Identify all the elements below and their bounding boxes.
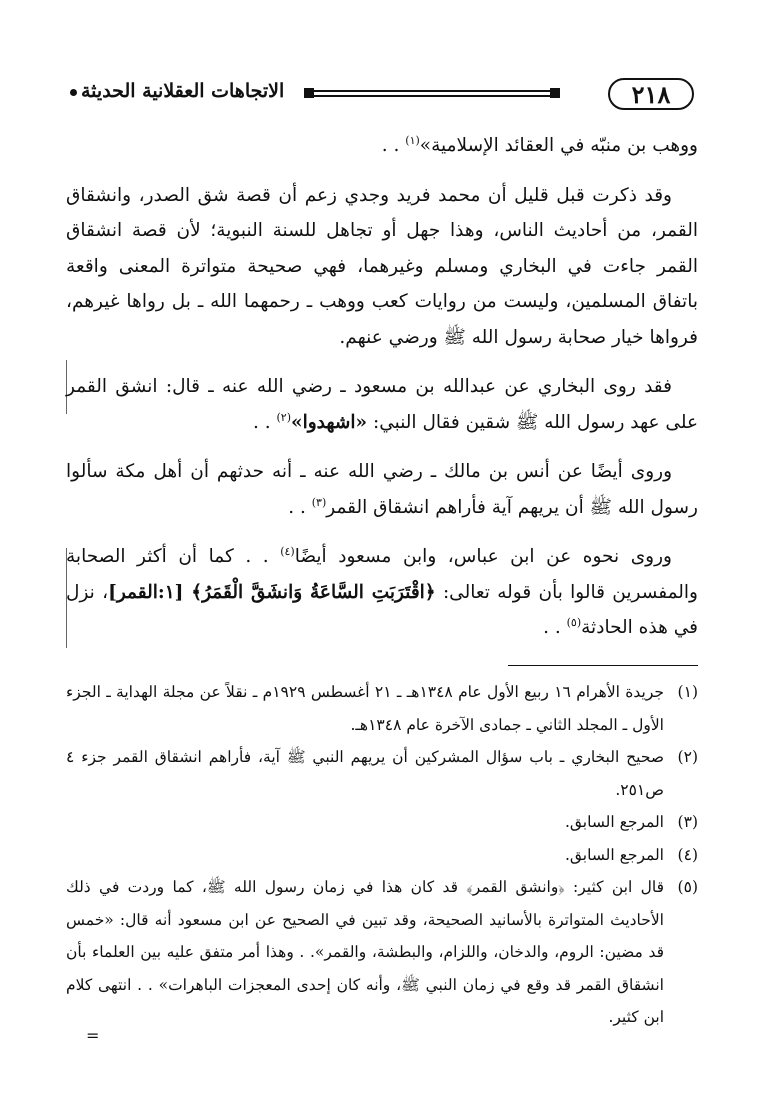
text: . . كما أن أكثر الصحابة والمفسرين قالوا بأن قوله تعالى: (66, 546, 698, 603)
footnote-text: جريدة الأهرام ١٦ ربيع الأول عام ١٣٤٨هـ ـ ٢١ أغسطس ١٩٢٩م ـ نقلاً عن مجلة الهداية ـ الجزء الأول ـ المجلد الثاني ـ جمادى الآخرة عام ١٣٤٨هـ. (66, 683, 664, 734)
paragraph (66, 539, 698, 646)
quote: «اشهدوا» (291, 411, 368, 433)
rule-end-block-right (550, 88, 560, 98)
footnote-text: قال ابن كثير: ﴿وانشق القمر﴾ قد كان هذا في زمان رسول الله ﷺ، كما وردت في ذلك الأحاديث المتواترة بالأسانيد الصحيحة، وقد تبين في الصحيح عن ابن مسعود أنه قال: «خمس قد مضين: الروم، والدخان، واللزام، والبطشة، والقمر». . وهذا أمر متفق عليه بين العلماء بأن انشقاق القمر قد وقع في زمان النبي ﷺ، وأنه كان إحدى المعجزات الباهرات» . . انتهى كلام ابن كثير. (66, 878, 664, 1026)
paragraph (66, 454, 698, 525)
footnote-ref: (٥) (566, 615, 582, 629)
footnote (66, 871, 698, 1034)
footnote-text: صحيح البخاري ـ باب سؤال المشركين أن يريهم النبي ﷺ آية، فأراهم انشقاق القمر جزء ٤ ص٢٥١. (66, 748, 664, 799)
text: فقد روى البخاري عن عبدالله بن مسعود ـ رضي الله عنه ـ قال: انشق القمر على عهد رسول الله ﷺ شقين فقال النبي: (66, 376, 698, 433)
rule-end-block-left (304, 88, 314, 98)
footnote-ref: (١) (405, 133, 420, 147)
page-header (66, 76, 698, 116)
footnote (66, 806, 698, 839)
continuation-mark: = (86, 1026, 100, 1045)
footnote-ref: (٤) (280, 544, 295, 558)
main-text (66, 128, 698, 646)
text: . . (381, 135, 406, 156)
header-rule (304, 88, 560, 98)
paragraph (66, 369, 698, 440)
text: وروى نحوه عن ابن عباس، وابن مسعود أيضًا (294, 546, 672, 567)
footnote-text: المرجع السابق. (564, 845, 664, 864)
paragraph (66, 128, 698, 164)
footnote-number: (٥) (677, 878, 698, 896)
text: وروى أيضًا عن أنس بن مالك ـ رضي الله عنه ـ أنه حدثهم أن أهل مكة سألوا رسول الله ﷺ أن يريهم آية فأراهم انشقاق القمر (66, 461, 698, 518)
text: وقد ذكرت قبل قليل أن محمد فريد وجدي زعم أن قصة شق الصدر، وانشقاق القمر، من أحاديث الناس، وهذا جهل أو تجاهل للسنة النبوية؛ لأن قصة انشقاق القمر جاءت في البخاري ومسلم وغيرهما، فهي صحيحة متواترة المعنى واقعة باتفاق المسلمين، وليست من روايات كعب ووهب ـ رحمهما الله ـ بل رواها غيرهم، فرواها خيار صحابة رسول الله ﷺ ورضي عنهم. (66, 184, 698, 348)
text: ووهب بن منبّه في العقائد الإسلامية» (419, 135, 698, 156)
footnotes (66, 676, 698, 1045)
page-number: ٢١٨ (608, 78, 694, 110)
footnote-number: (٣) (677, 813, 698, 831)
paragraph (66, 178, 698, 356)
text: . . (543, 617, 567, 638)
rule-line (314, 90, 550, 97)
running-title (70, 80, 284, 102)
text: ، نزل في هذه الحادثة (66, 581, 698, 638)
footnote-text: المرجع السابق. (564, 813, 664, 831)
footnote-divider (508, 665, 698, 666)
footnote-number: (٤) (677, 845, 698, 864)
footnote-ref: (٢) (276, 410, 292, 424)
running-title-text: الاتجاهات العقلانية الحديثة (81, 80, 285, 102)
verse-citation: [١:القمر] (108, 581, 192, 603)
text: . . (288, 496, 312, 518)
quran-verse: ﴿اقْتَرَبَتِ السَّاعَةُ وَانشَقَّ الْقَمَرُ﴾ (191, 581, 436, 603)
footnote (66, 839, 698, 872)
footnote (66, 676, 698, 741)
text: . . (252, 411, 277, 433)
footnote-number: (١) (677, 683, 698, 701)
bullet-dot-icon (70, 89, 77, 96)
footnote-number: (٢) (677, 748, 698, 766)
footnote-ref: (٣) (311, 495, 327, 509)
footnote (66, 741, 698, 806)
